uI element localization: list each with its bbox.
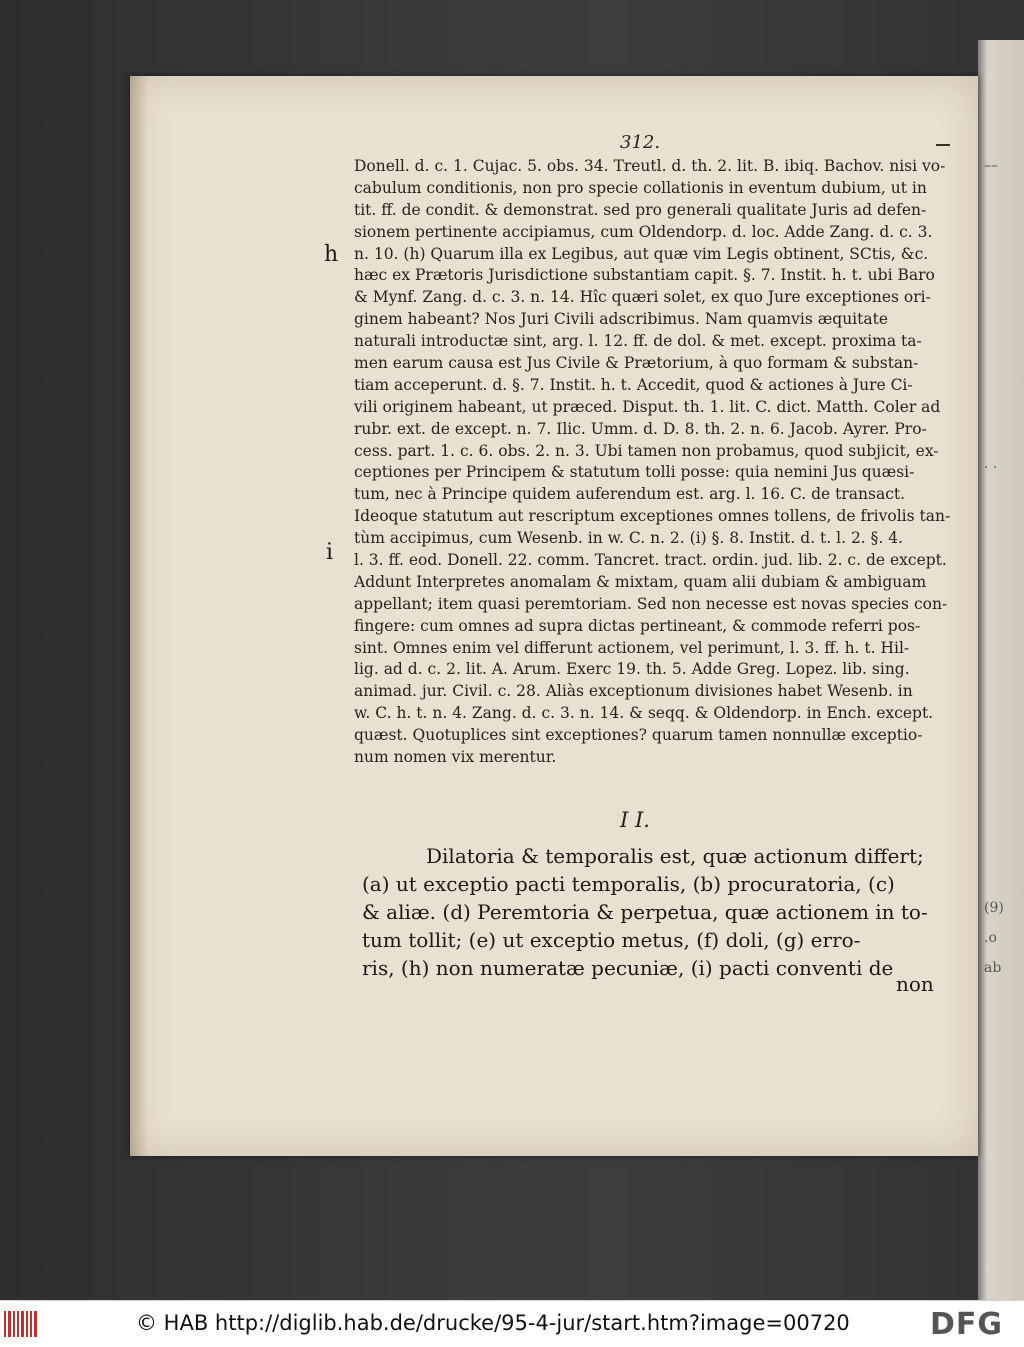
note-line: men earum causa est Jus Civile & Prætorium, à quo formam & substan- [354,354,919,373]
note-line: & Mynf. Zang. d. c. 3. n. 14. Hîc quæri solet, ex quo Jure exceptiones ori- [354,288,931,307]
note-line: Addunt Interpretes anomalam & mixtam, quam alii dubiam & ambiguam [354,572,927,591]
viewer-footer [0,1300,1024,1347]
note-line: tiam acceperunt. d. §. 7. Instit. h. t. Accedit, quod & actiones à Jure Ci- [354,375,913,394]
page-binding-shadow [130,76,148,1156]
note-line: tùm accipimus, cum Wesenb. in w. C. n. 2. (i) §. 8. Instit. d. t. l. 2. §. 4. [354,529,904,548]
body-line: & aliæ. (d) Peremtoria & perpetua, quæ actionem in to- [362,900,928,924]
body-line: tum tollit; (e) ut exceptio metus, (f) doli, (g) erro- [362,928,861,952]
note-line: appellant; item quasi peremtoriam. Sed non necesse est novas species con- [354,594,948,613]
main-text-block [362,842,952,982]
dfg-logo: DFG [930,1307,1004,1342]
note-line: ginem habeant? Nos Juri Civili adscribimus. Nam quamvis æquitate [354,310,889,329]
margin-letter-i: i [326,540,334,565]
note-line: quæst. Quotuplices sint exceptiones? quarum tamen nonnullæ exceptio- [354,726,923,745]
note-line: Donell. d. c. 1. Cujac. 5. obs. 34. Treutl. d. th. 2. lit. B. ibiq. Bachov. nisi vo- [354,157,946,175]
adjacent-page-edge: –– · · (9) .o ab [978,40,1024,1300]
body-line: (a) ut exceptio pacti temporalis, (b) procuratoria, (c) [362,872,895,896]
note-line: sint. Omnes enim vel differunt actionem, vel perimunt, l. 3. ff. h. t. Hil- [354,638,910,657]
note-line: rubr. ext. de except. n. 7. Ilic. Umm. d. D. 8. th. 2. n. 6. Jacob. Ayrer. Pro- [354,419,927,438]
note-line: tit. ff. de condit. & demonstrat. sed pro generali qualitate Juris ad defen- [354,200,927,219]
barcode-icon [4,1311,42,1337]
source-link[interactable]: © HAB http://diglib.hab.de/drucke/95-4-jur/start.htm?image=00720 [136,1311,850,1335]
page-number: 312. [620,132,661,153]
note-line: hæc ex Prætoris Jurisdictione substantiam capit. §. 7. Instit. h. t. ubi Baro [354,266,935,285]
note-line: cabulum conditionis, non pro specie collationis in eventum dubium, ut in [354,178,927,197]
footnote-block [354,156,954,769]
note-line: l. 3. ff. eod. Donell. 22. comm. Tancret. tract. ordin. jud. lib. 2. c. de except. [354,551,947,570]
margin-letter-h: h [324,242,339,267]
note-line: w. C. h. t. n. 4. Zang. d. c. 3. n. 14. & seqq. & Oldendorp. in Ench. except. [354,704,934,723]
note-line: n. 10. (h) Quarum illa ex Legibus, aut quæ vim Legis obtinent, SCtis, &c. [354,244,929,263]
note-line: sionem pertinente accipiamus, cum Oldendorp. d. loc. Adde Zang. d. c. 3. [354,222,933,241]
note-line: ceptiones per Principem & statutum tolli posse: quia nemini Jus quæsi- [354,463,915,482]
note-line: cess. part. 1. c. 6. obs. 2. n. 3. Ubi tamen non probamus, quod subjicit, ex- [354,441,939,460]
corner-mark [936,144,950,146]
note-line: num nomen vix merentur. [354,748,557,767]
note-line: vili originem habeant, ut præced. Disput. th. 1. lit. C. dict. Matth. Coler ad [354,397,941,416]
section-number: I I. [620,808,650,832]
note-line: Ideoque statutum aut rescriptum exceptiones omnes tollens, de frivolis tan- [354,507,951,526]
note-line: lig. ad d. c. 2. lit. A. Arum. Exerc 19. th. 5. Adde Greg. Lopez. lib. sing. [354,660,910,679]
catchword: non [896,972,934,996]
note-line: naturali introductæ sint, arg. l. 12. ff. de dol. & met. except. proxima ta- [354,332,922,351]
body-line: ris, (h) non numeratæ pecuniæ, (i) pacti conventi de [362,956,894,980]
note-line: tum, nec à Principe quidem auferendum est. arg. l. 16. C. de transact. [354,485,906,504]
body-line: Dilatoria & temporalis est, quæ actionum differt; [426,844,924,868]
note-line: fingere: cum omnes ad supra dictas pertineant, & commode referri pos- [354,616,921,635]
note-line: animad. jur. Civil. c. 28. Aliàs exceptionum divisiones habet Wesenb. in [354,682,913,701]
